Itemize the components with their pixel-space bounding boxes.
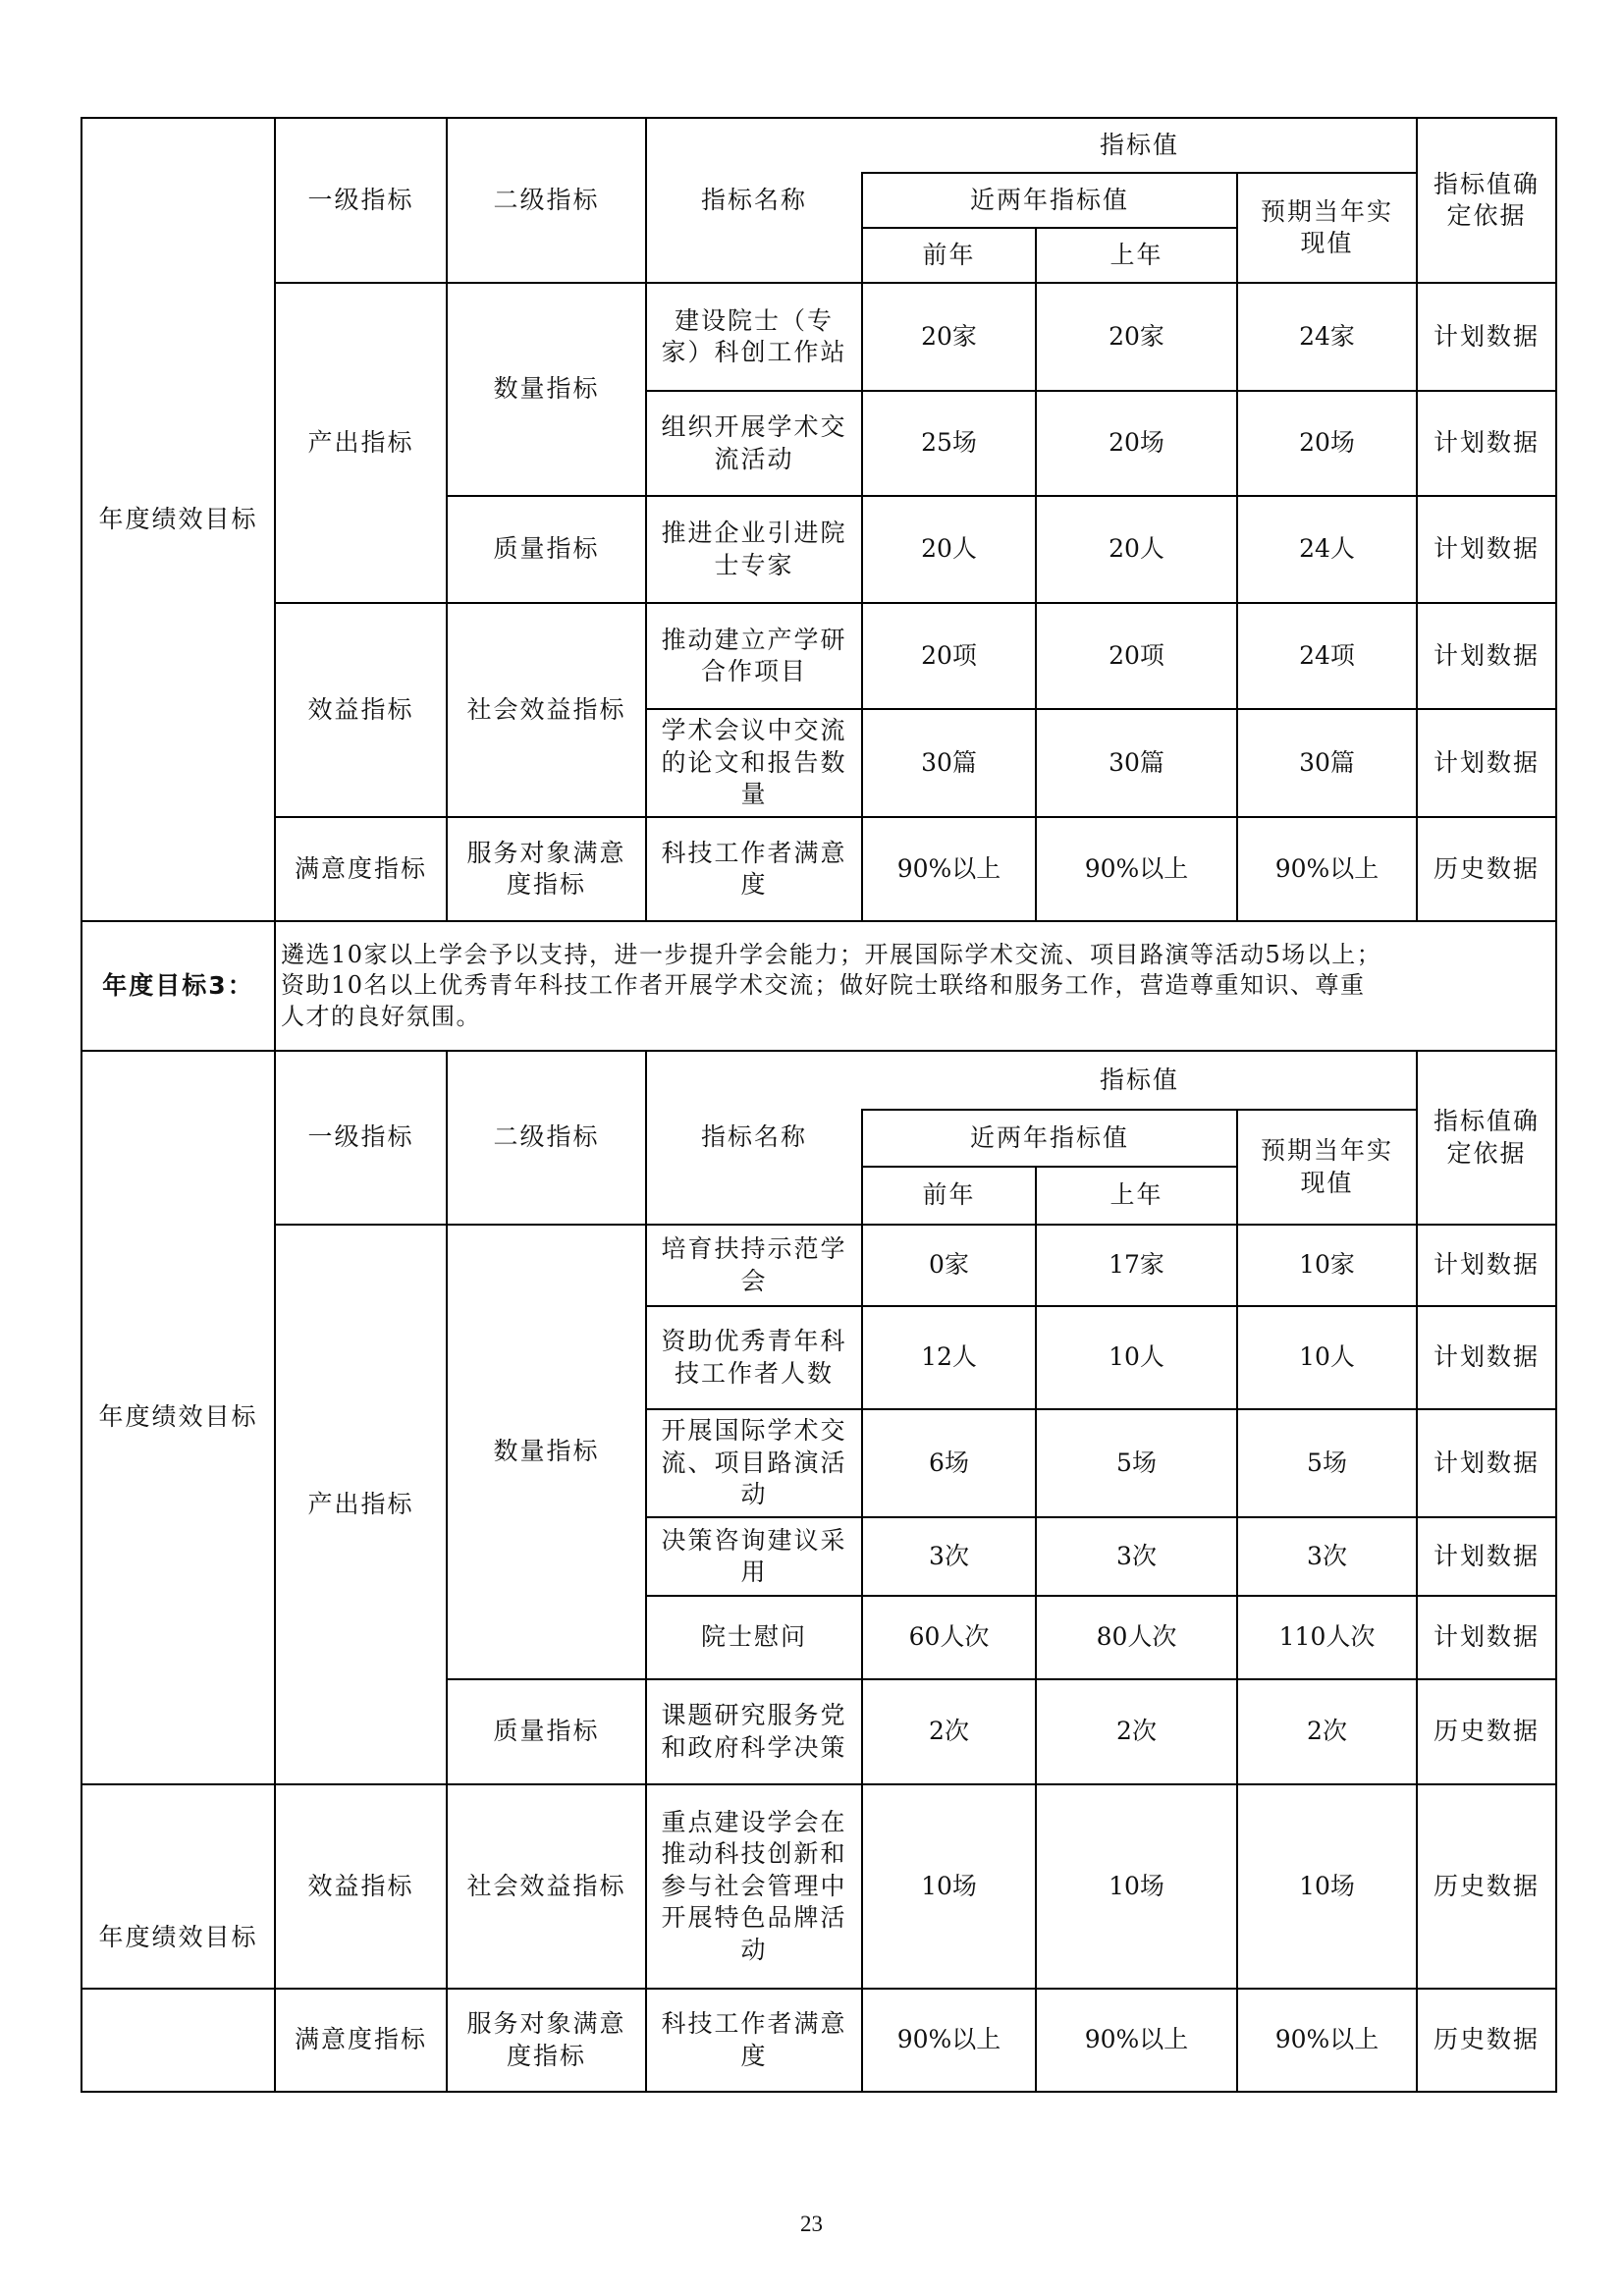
indicator-name: 科技工作者满意 度	[661, 2009, 847, 2070]
prev-year-value: 30篇	[921, 747, 977, 777]
section-label: 年度绩效目标	[98, 504, 258, 533]
prev-year-value: 10场	[921, 1871, 977, 1900]
performance-table	[81, 118, 1550, 2082]
level2-social-benefit: 社会效益指标	[466, 1871, 626, 1900]
expected-value: 3次	[1307, 1541, 1347, 1570]
expected-value: 110人次	[1278, 1622, 1376, 1652]
last-year-value: 20家	[1109, 321, 1164, 351]
table-border	[446, 117, 448, 284]
last-year-value: 90%以上	[1084, 2025, 1189, 2054]
indicator-name: 推进企业引进院 士专家	[661, 519, 847, 579]
table-border	[446, 1050, 448, 1226]
basis-value: 历史数据	[1433, 853, 1540, 883]
indicator-name: 学术会议中交流 的论文和报告数 量	[661, 716, 847, 809]
prev-year-value: 25场	[921, 428, 977, 458]
header-level2: 二级指标	[493, 1122, 600, 1152]
indicator-name: 决策咨询建议采 用	[661, 1525, 847, 1586]
header-indicator-name: 指标名称	[700, 185, 807, 214]
page-number: 23	[800, 2212, 823, 2236]
prev-year-value: 90%以上	[896, 853, 1001, 883]
indicator-name: 开展国际学术交 流、项目路演活 动	[661, 1416, 847, 1509]
basis-value: 历史数据	[1433, 1717, 1540, 1746]
header-level1: 一级指标	[307, 185, 414, 214]
basis-value: 计划数据	[1433, 534, 1540, 564]
level2-quantity: 数量指标	[493, 374, 600, 404]
last-year-value: 20项	[1109, 640, 1164, 670]
last-year-value: 2次	[1116, 1717, 1157, 1746]
prev-year-value: 6场	[929, 1448, 969, 1477]
prev-year-value: 90%以上	[896, 2025, 1001, 2054]
table-border	[1555, 117, 1557, 2093]
basis-value: 计划数据	[1433, 321, 1540, 351]
basis-value: 计划数据	[1433, 1250, 1540, 1280]
header-indicator-value: 指标值	[1099, 1065, 1179, 1094]
header-indicator-name: 指标名称	[700, 1122, 807, 1152]
expected-value: 90%以上	[1274, 853, 1380, 883]
header-level2: 二级指标	[493, 185, 600, 214]
last-year-value: 5场	[1116, 1448, 1157, 1477]
header-basis: 指标值确 定依据	[1433, 169, 1540, 230]
header-last-year: 上年	[1109, 240, 1163, 269]
last-year-value: 3次	[1116, 1541, 1157, 1570]
level2-quantity: 数量指标	[493, 1437, 600, 1466]
basis-value: 历史数据	[1433, 2025, 1540, 2054]
level1-satisfaction: 满意度指标	[294, 2025, 427, 2054]
section-label: 年度绩效目标	[98, 1402, 258, 1432]
level1-satisfaction: 满意度指标	[294, 853, 427, 883]
last-year-value: 10场	[1109, 1871, 1164, 1900]
expected-value: 2次	[1307, 1717, 1347, 1746]
table-border	[861, 1109, 863, 1226]
last-year-value: 80人次	[1096, 1622, 1177, 1652]
basis-value: 计划数据	[1433, 1541, 1540, 1570]
header-recent-values: 近两年指标值	[969, 1122, 1129, 1152]
level1-benefit: 效益指标	[307, 1871, 414, 1900]
level1-benefit: 效益指标	[307, 694, 414, 724]
header-expected-value: 预期当年实 现值	[1260, 1136, 1393, 1197]
last-year-value: 17家	[1109, 1250, 1164, 1280]
level1-output: 产出指标	[307, 1489, 414, 1518]
level2-social-benefit: 社会效益指标	[466, 694, 626, 724]
expected-value: 24项	[1299, 640, 1355, 670]
basis-value: 计划数据	[1433, 428, 1540, 458]
section-label: 年度绩效目标	[98, 1923, 258, 1952]
last-year-value: 10人	[1109, 1342, 1164, 1372]
goal3-label: 年度目标3：	[102, 970, 254, 1000]
indicator-name: 建设院士（专 家）科创工作站	[661, 305, 847, 366]
header-recent-values: 近两年指标值	[969, 185, 1129, 214]
level2-service-satisfaction: 服务对象满意 度指标	[466, 2009, 626, 2070]
indicator-name: 资助优秀青年科 技工作者人数	[661, 1327, 847, 1388]
prev-year-value: 20项	[921, 640, 977, 670]
prev-year-value: 60人次	[908, 1622, 990, 1652]
table-border	[645, 1050, 647, 1226]
basis-value: 计划数据	[1433, 1448, 1540, 1477]
basis-value: 计划数据	[1433, 640, 1540, 670]
goal3-text: 遴选10家以上学会予以支持，进一步提升学会能力；开展国际学术交流、项目路演等活动5场以上； 资助10名以上优秀青年科技工作者开展学术交流；做好院士联络和服务工作，营造尊重知识、尊重 人才的良好氛围。	[281, 941, 1382, 1030]
expected-value: 30篇	[1299, 747, 1355, 777]
expected-value: 5场	[1307, 1448, 1347, 1477]
header-prev-year: 前年	[922, 1180, 976, 1210]
level2-quality: 质量指标	[493, 1717, 600, 1746]
last-year-value: 30篇	[1109, 747, 1164, 777]
last-year-value: 90%以上	[1084, 853, 1189, 883]
level2-service-satisfaction: 服务对象满意 度指标	[466, 838, 626, 899]
prev-year-value: 3次	[929, 1541, 969, 1570]
table-border	[645, 117, 647, 284]
header-last-year: 上年	[1109, 1180, 1163, 1210]
basis-value: 计划数据	[1433, 1342, 1540, 1372]
expected-value: 10家	[1299, 1250, 1355, 1280]
indicator-name: 课题研究服务党 和政府科学决策	[661, 1701, 847, 1762]
basis-value: 历史数据	[1433, 1871, 1540, 1900]
header-level1: 一级指标	[307, 1122, 414, 1152]
prev-year-value: 20人	[921, 534, 977, 564]
expected-value: 90%以上	[1274, 2025, 1380, 2054]
header-prev-year: 前年	[922, 240, 976, 269]
prev-year-value: 20家	[921, 321, 977, 351]
indicator-name: 科技工作者满意 度	[661, 838, 847, 899]
basis-value: 计划数据	[1433, 1622, 1540, 1652]
expected-value: 20场	[1299, 428, 1355, 458]
expected-value: 24人	[1299, 534, 1355, 564]
table-border	[81, 117, 82, 2093]
indicator-name: 培育扶持示范学 会	[661, 1234, 847, 1295]
indicator-name: 推动建立产学研 合作项目	[661, 625, 847, 685]
last-year-value: 20人	[1109, 534, 1164, 564]
indicator-name: 组织开展学术交 流活动	[661, 412, 847, 473]
basis-value: 计划数据	[1433, 747, 1540, 777]
header-expected-value: 预期当年实 现值	[1260, 196, 1393, 257]
expected-value: 24家	[1299, 321, 1355, 351]
level1-output: 产出指标	[307, 427, 414, 457]
prev-year-value: 0家	[929, 1250, 969, 1280]
expected-value: 10人	[1299, 1342, 1355, 1372]
expected-value: 10场	[1299, 1871, 1355, 1900]
level2-quality: 质量指标	[493, 534, 600, 564]
prev-year-value: 12人	[921, 1342, 977, 1372]
indicator-name: 院士慰问	[700, 1622, 807, 1652]
header-basis: 指标值确 定依据	[1433, 1107, 1540, 1168]
table-border	[861, 172, 863, 284]
header-indicator-value: 指标值	[1099, 130, 1179, 159]
indicator-name: 重点建设学会在 推动科技创新和 参与社会管理中 开展特色品牌活 动	[661, 1807, 847, 1964]
last-year-value: 20场	[1109, 428, 1164, 458]
prev-year-value: 2次	[929, 1717, 969, 1746]
